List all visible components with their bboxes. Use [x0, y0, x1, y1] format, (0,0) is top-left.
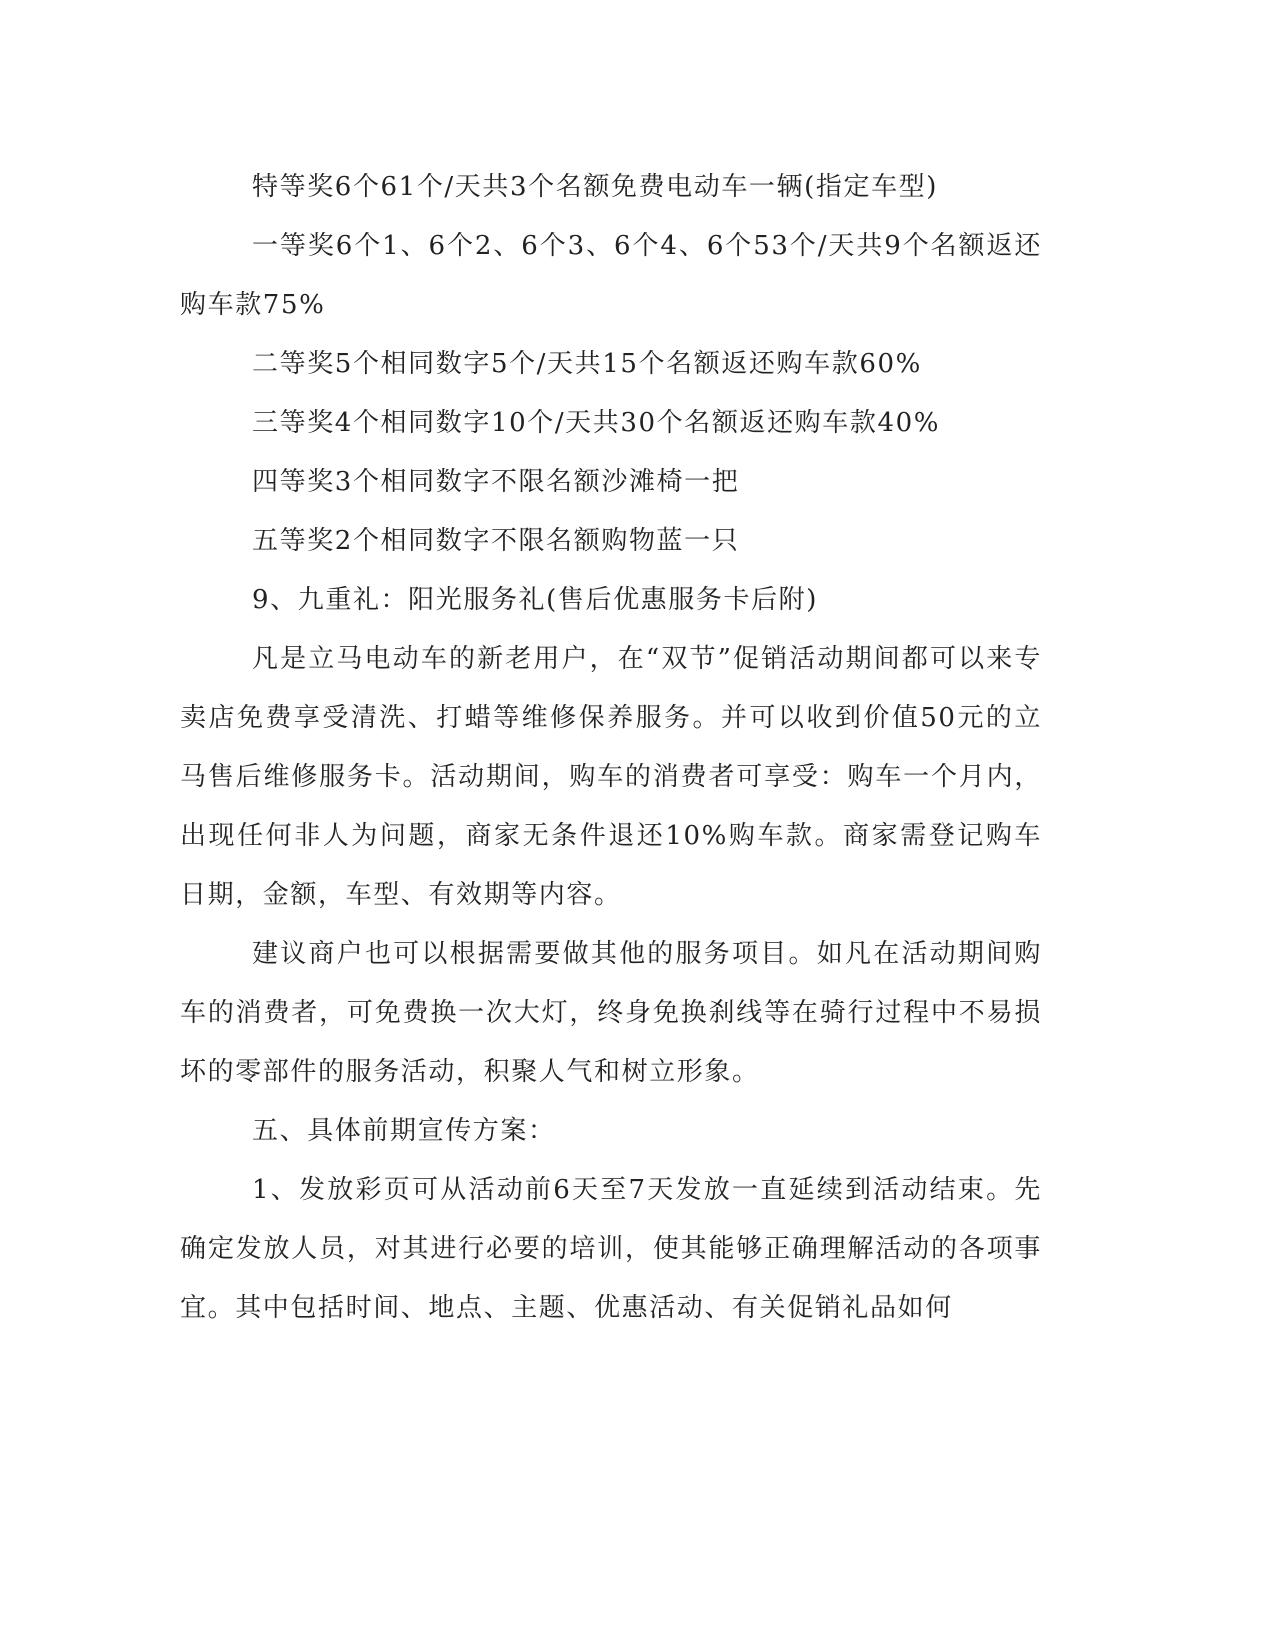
prize-first: 一等奖6个1、6个2、6个3、6个4、6个53个/天共9个名额返还购车款75%: [180, 231, 1042, 320]
prize-fifth: 五等奖2个相同数字不限名额购物蓝一只: [252, 526, 740, 556]
prize-special: 特等奖6个61个/天共3个名额免费电动车一辆(指定车型): [252, 172, 939, 202]
paragraph-service-suggestion: 建议商户也可以根据需要做其他的服务项目。如凡在活动期间购车的消费者，可免费换一次大灯，终身免换刹线等在骑行过程中不易损坏的零部件的服务活动，积聚人气和树立形象。: [180, 939, 1042, 1087]
section-heading-ninth-gift: 9、九重礼：阳光服务礼(售后优惠服务卡后附): [252, 585, 819, 615]
paragraph-flyer-distribution: 1、发放彩页可从活动前6天至7天发放一直延续到活动结束。先确定发放人员，对其进行必要的培训，使其能够正确理解活动的各项事宜。其中包括时间、地点、主题、优惠活动、有关促销礼品如何: [180, 1175, 1042, 1323]
prize-third: 三等奖4个相同数字10个/天共30个名额返还购车款40%: [252, 408, 941, 438]
prize-second: 二等奖5个相同数字5个/天共15个名额返还购车款60%: [252, 349, 922, 379]
prize-fourth: 四等奖3个相同数字不限名额沙滩椅一把: [252, 467, 740, 497]
paragraph-service-card: 凡是立马电动车的新老用户，在“双节”促销活动期间都可以来专卖店免费享受清洗、打蜡等维修保养服务。并可以收到价值50元的立马售后维修服务卡。活动期间，购车的消费者可享受：购车一个月内，出现任何非人为问题，商家无条件退还10%购车款。商家需登记购车日期，金额，车型、有效期等内容。: [180, 644, 1042, 910]
section-heading-promotion-plan: 五、具体前期宣传方案：: [252, 1116, 556, 1146]
document-body: [180, 158, 1042, 1338]
